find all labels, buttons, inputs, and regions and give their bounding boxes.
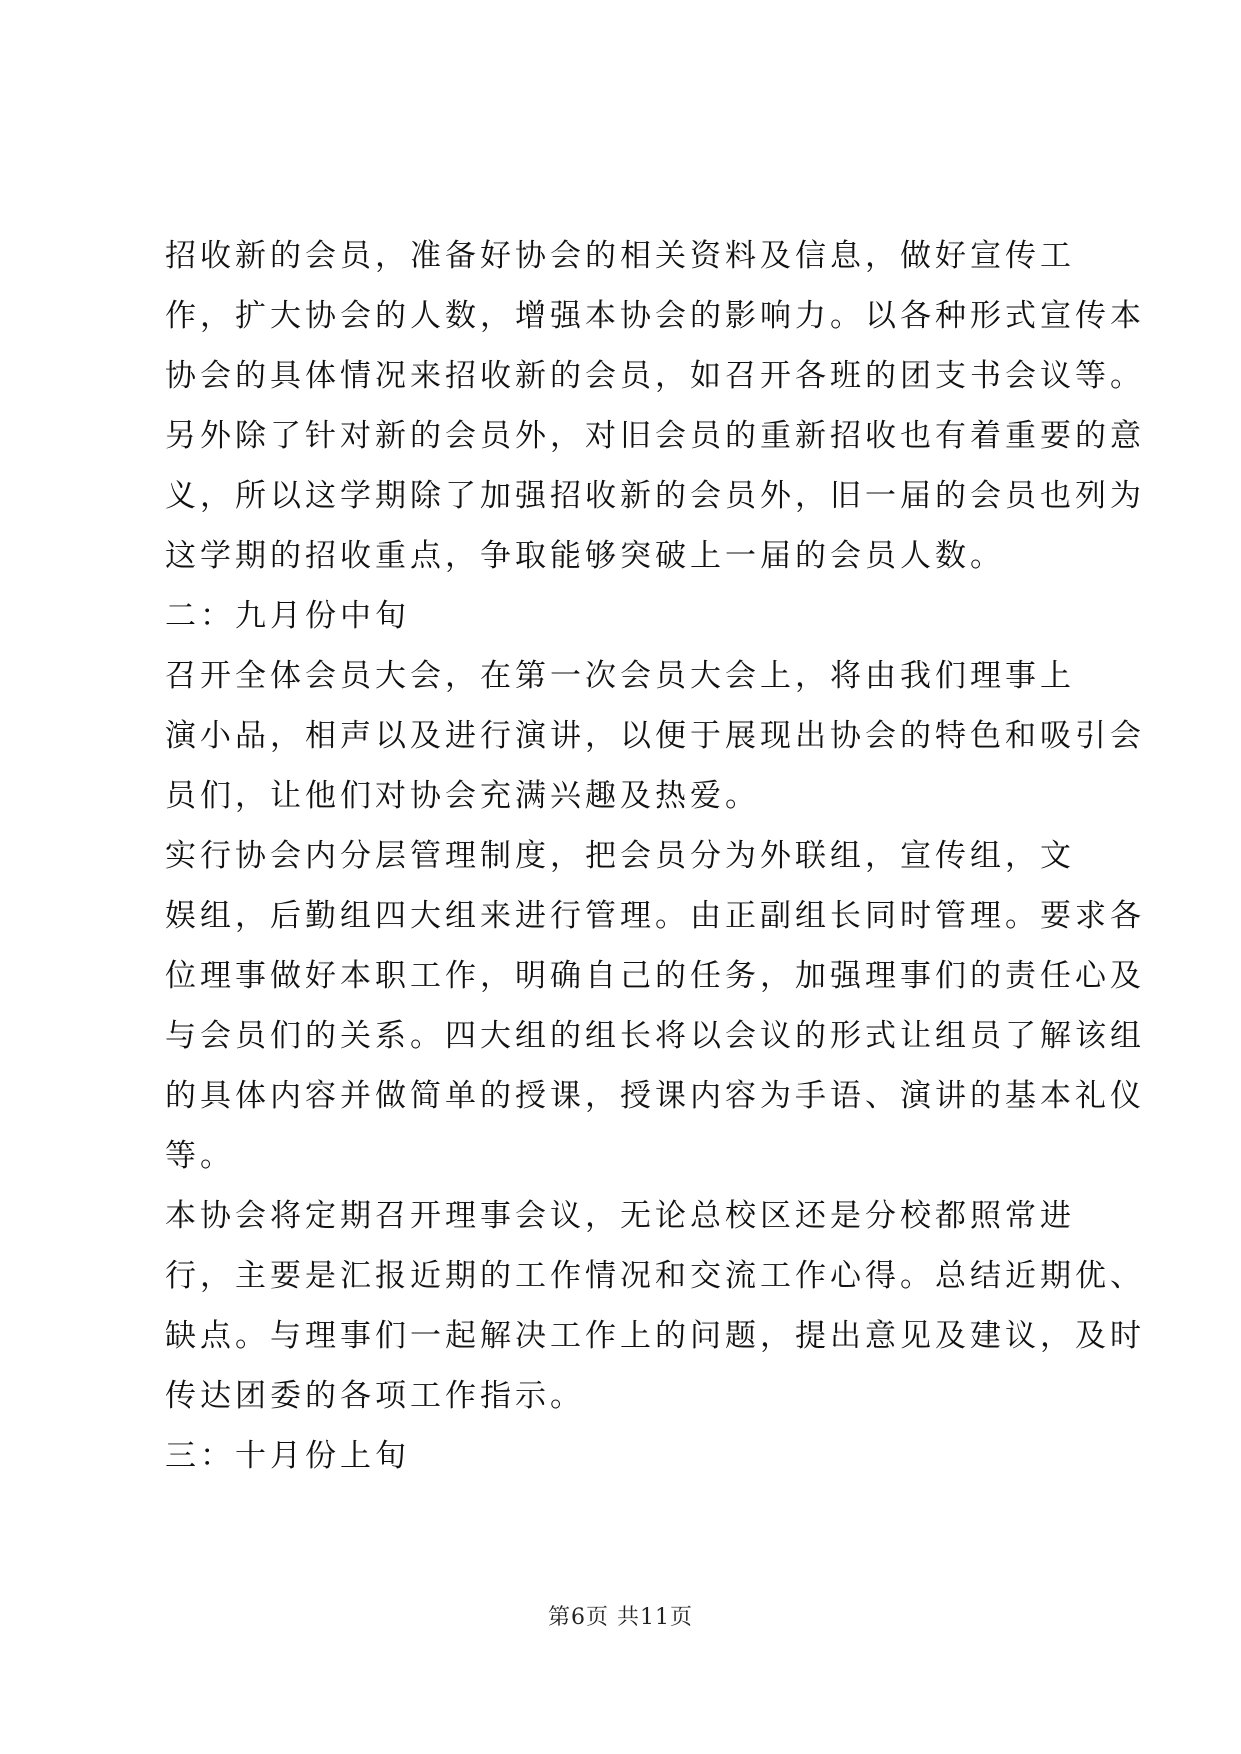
text-line: 与会员们的关系。四大组的组长将以会议的形式让组员了解该组 — [165, 1018, 1145, 1054]
text-line: 等。 — [165, 1138, 235, 1174]
section-heading: 二：九月份中旬 — [165, 598, 410, 634]
text-line: 招收新的会员，准备好协会的相关资料及信息，做好宣传工 — [165, 238, 1075, 274]
text-line: 娱组，后勤组四大组来进行管理。由正副组长同时管理。要求各 — [165, 898, 1145, 934]
section-heading: 三：十月份上旬 — [165, 1438, 410, 1474]
text-line: 义，所以这学期除了加强招收新的会员外，旧一届的会员也列为 — [165, 478, 1145, 514]
text-line: 作，扩大协会的人数，增强本协会的影响力。以各种形式宣传本 — [165, 298, 1145, 334]
text-line: 协会的具体情况来招收新的会员，如召开各班的团支书会议等。 — [165, 358, 1145, 394]
text-line: 员们，让他们对协会充满兴趣及热爱。 — [165, 778, 760, 814]
text-line: 这学期的招收重点，争取能够突破上一届的会员人数。 — [165, 538, 1005, 574]
text-line: 传达团委的各项工作指示。 — [165, 1378, 585, 1414]
text-line: 本协会将定期召开理事会议，无论总校区还是分校都照常进 — [165, 1198, 1075, 1234]
text-line: 缺点。与理事们一起解决工作上的问题，提出意见及建议，及时 — [165, 1318, 1145, 1354]
text-line: 另外除了针对新的会员外，对旧会员的重新招收也有着重要的意 — [165, 418, 1145, 454]
text-line: 召开全体会员大会，在第一次会员大会上，将由我们理事上 — [165, 658, 1075, 694]
text-line: 位理事做好本职工作，明确自己的任务，加强理事们的责任心及 — [165, 958, 1145, 994]
text-line: 演小品，相声以及进行演讲，以便于展现出协会的特色和吸引会 — [165, 718, 1145, 754]
text-line: 实行协会内分层管理制度，把会员分为外联组，宣传组，文 — [165, 838, 1075, 874]
page-number-footer: 第6页 共11页 — [548, 1605, 693, 1630]
document-body — [165, 226, 1145, 1486]
text-line: 的具体内容并做简单的授课，授课内容为手语、演讲的基本礼仪 — [165, 1078, 1145, 1114]
text-line: 行，主要是汇报近期的工作情况和交流工作心得。总结近期优、 — [165, 1258, 1145, 1294]
